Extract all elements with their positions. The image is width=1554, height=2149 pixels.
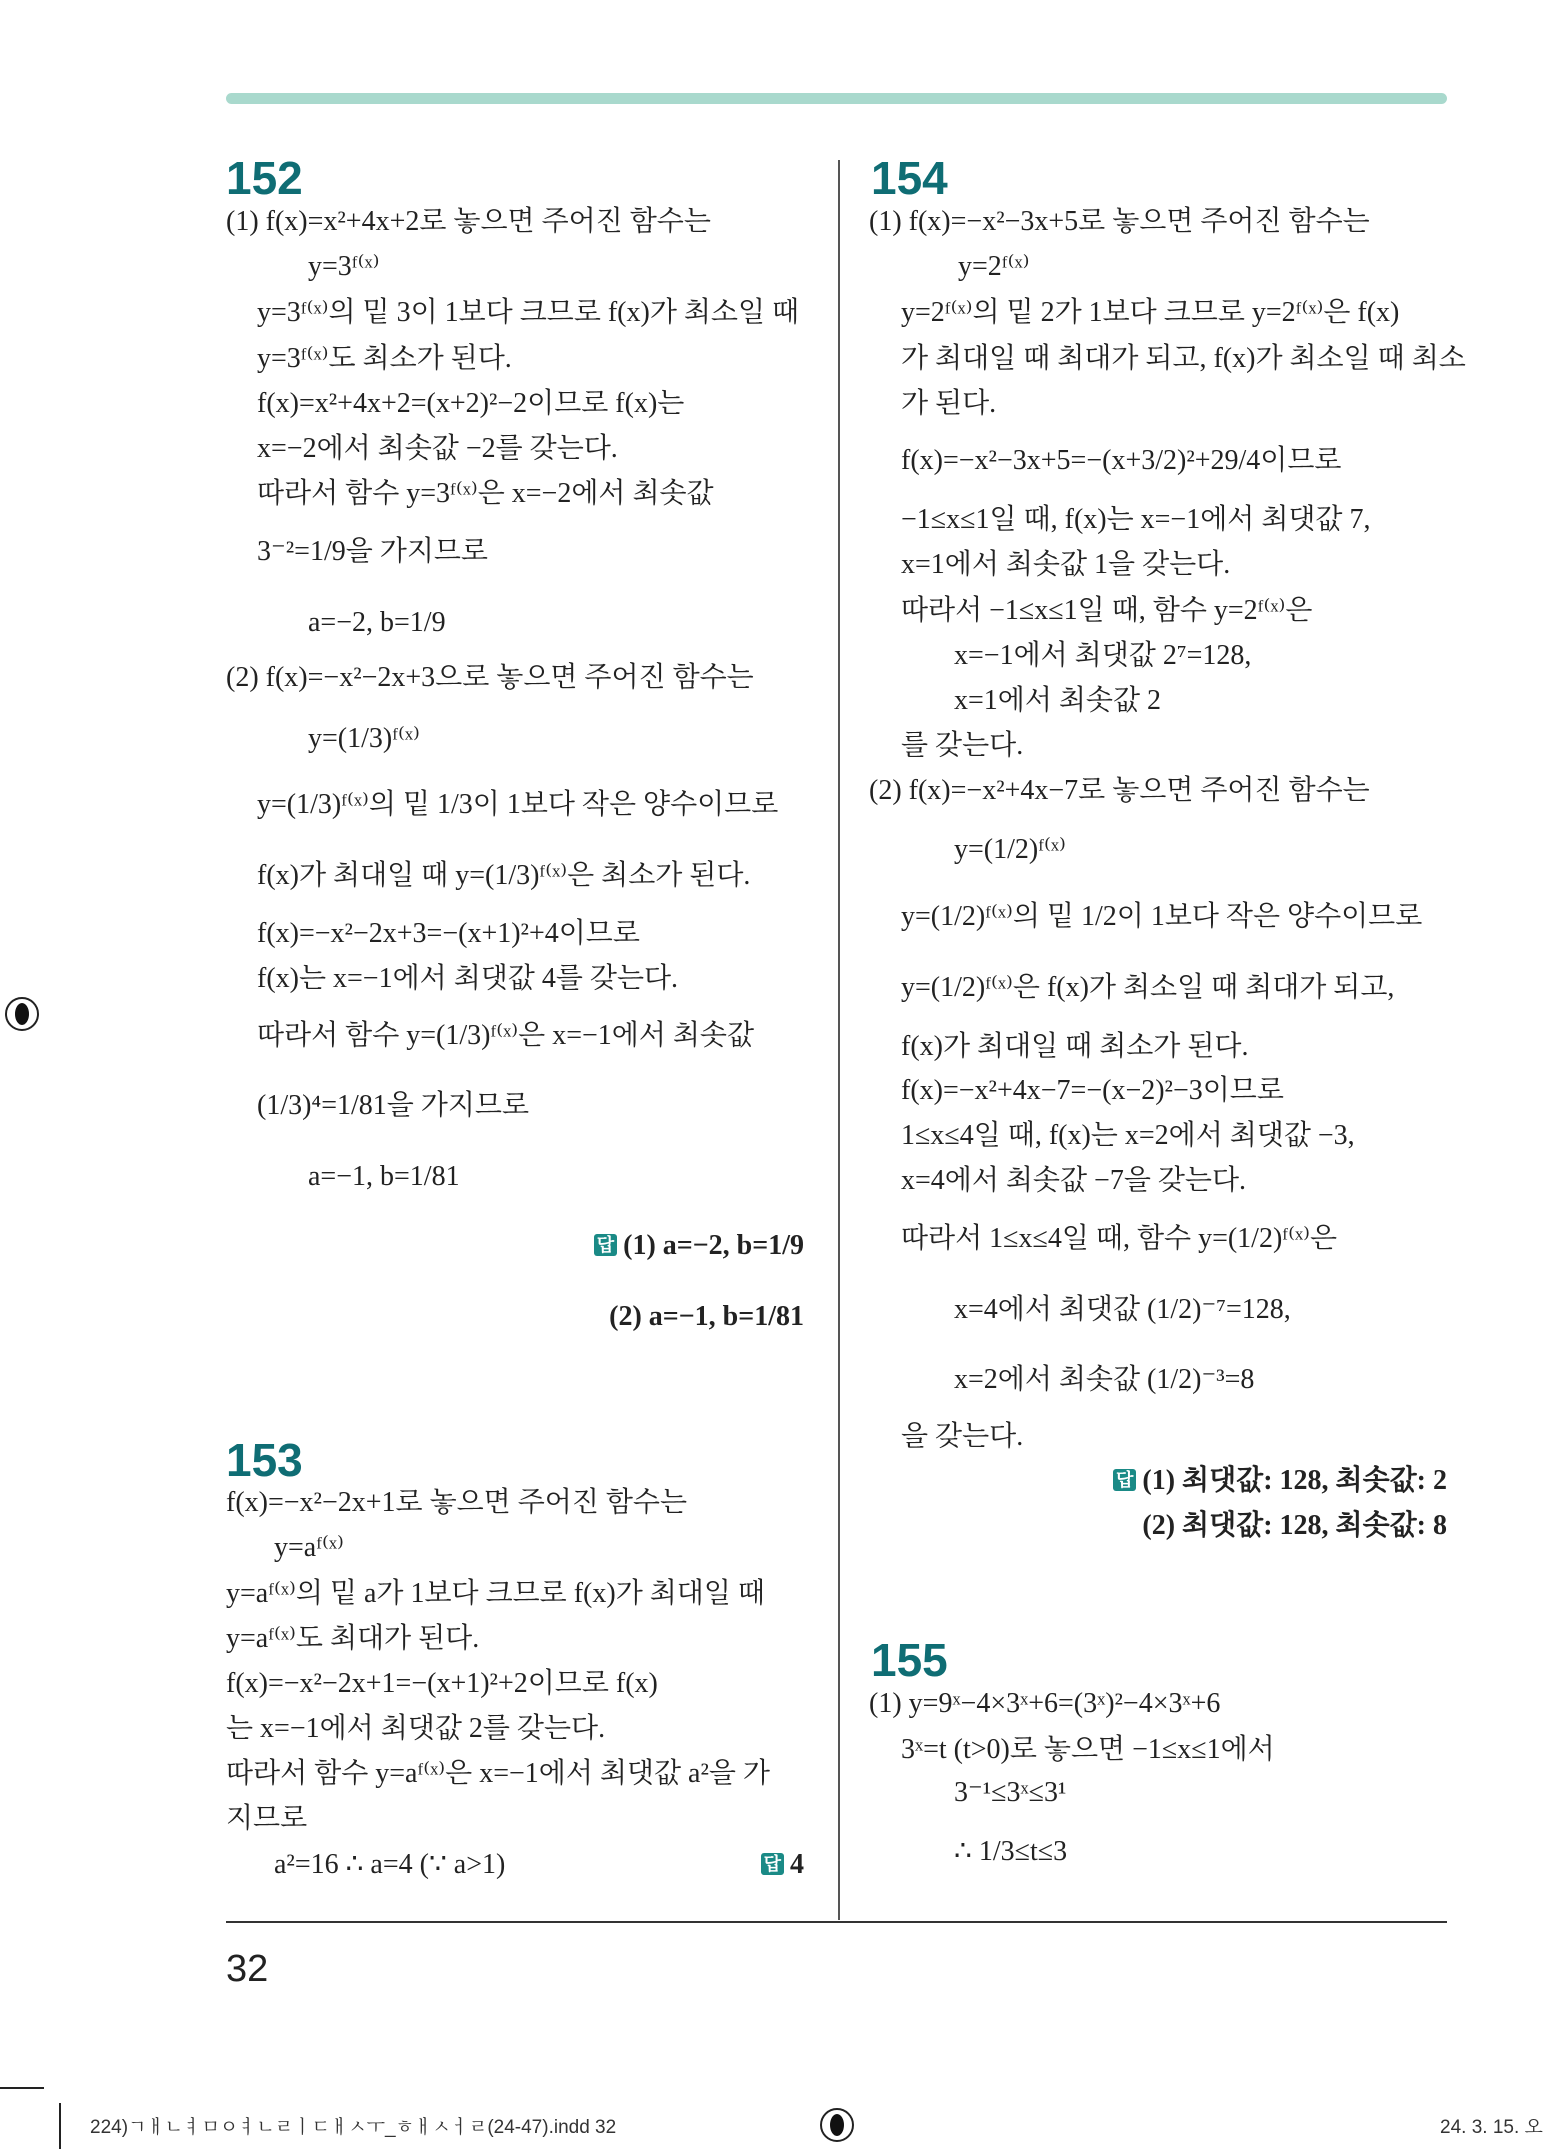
solution-line: 3⁻¹≤3ˣ≤3¹ [954, 1777, 1067, 1808]
solution-line: f(x)=x²+4x+2=(x+2)²−2이므로 f(x)는 [257, 388, 685, 419]
solution-line: 3⁻²=1/9을 가지므로 [257, 536, 488, 567]
registration-mark-icon [5, 997, 39, 1031]
problem-number-152: 152 [226, 152, 303, 204]
solution-line: −1≤x≤1일 때, f(x)는 x=−1에서 최댓값 7, [901, 504, 1371, 535]
solution-line: x=1에서 최솟값 1을 갖는다. [901, 549, 1231, 580]
trim-mark [0, 2087, 44, 2089]
solution-line: 따라서 함수 y=aᶠ⁽ˣ⁾은 x=−1에서 최댓값 a²을 가 [226, 1758, 770, 1789]
answer-text: 4 [790, 1849, 804, 1880]
answer-text: (1) 최댓값: 128, 최솟값: 2 [1142, 1465, 1447, 1496]
column-divider [838, 160, 840, 1920]
solution-line: y=3ᶠ⁽ˣ⁾의 밑 3이 1보다 크므로 f(x)가 최소일 때 [257, 297, 800, 328]
answer-line [700, 1845, 804, 1885]
solution-line: 는 x=−1에서 최댓값 2를 갖는다. [226, 1713, 606, 1744]
solution-line: a=−2, b=1/9 [308, 607, 446, 638]
problem-number-154: 154 [871, 152, 948, 204]
solution-line: (1) f(x)=x²+4x+2로 놓으면 주어진 함수는 [226, 206, 711, 237]
solution-line: (1) y=9ˣ−4×3ˣ+6=(3ˣ)²−4×3ˣ+6 [869, 1688, 1221, 1719]
problem-number-155: 155 [871, 1634, 948, 1686]
solution-line: 1≤x≤4일 때, f(x)는 x=2에서 최댓값 −3, [901, 1120, 1355, 1151]
solution-line: y=3ᶠ⁽ˣ⁾ [308, 251, 380, 282]
solution-line: (2) f(x)=−x²−2x+3으로 놓으면 주어진 함수는 [226, 662, 754, 693]
solution-line: y=(1/3)ᶠ⁽ˣ⁾ [308, 723, 420, 754]
solution-line: (1/3)⁴=1/81을 가지므로 [257, 1090, 530, 1121]
solution-line: x=1에서 최솟값 2 [954, 685, 1162, 716]
solution-line: 가 된다. [901, 388, 997, 419]
trim-mark [59, 2103, 61, 2149]
solution-line: 를 갖는다. [901, 730, 1024, 761]
answer-tag: 답 [1113, 1469, 1136, 1491]
solution-line: f(x)=−x²−3x+5=−(x+3/2)²+29/4이므로 [901, 445, 1342, 476]
solution-line: y=aᶠ⁽ˣ⁾ [274, 1532, 344, 1563]
solution-line: x=2에서 최솟값 (1/2)⁻³=8 [954, 1364, 1255, 1395]
solution-line: 따라서 1≤x≤4일 때, 함수 y=(1/2)ᶠ⁽ˣ⁾은 [901, 1223, 1338, 1254]
solution-line: f(x)가 최대일 때 y=(1/3)ᶠ⁽ˣ⁾은 최소가 된다. [257, 860, 751, 891]
solution-line: f(x)는 x=−1에서 최댓값 4를 갖는다. [257, 963, 679, 994]
solution-line: f(x)=−x²−2x+1=−(x+1)²+2이므로 f(x) [226, 1668, 658, 1699]
problem-number-153: 153 [226, 1434, 303, 1486]
solution-line: f(x)=−x²−2x+3=−(x+1)²+4이므로 [257, 918, 640, 949]
solution-line: x=4에서 최솟값 −7을 갖는다. [901, 1165, 1247, 1196]
solution-line: 을 갖는다. [901, 1421, 1024, 1452]
header-bar [226, 93, 1447, 104]
solution-line: y=(1/2)ᶠ⁽ˣ⁾은 f(x)가 최소일 때 최대가 되고, [901, 972, 1395, 1003]
solution-line: 따라서 함수 y=3ᶠ⁽ˣ⁾은 x=−2에서 최솟값 [257, 478, 714, 509]
answer-line [450, 1297, 804, 1337]
solution-line: y=3ᶠ⁽ˣ⁾도 최소가 된다. [257, 343, 512, 374]
solution-line: x=−2에서 최솟값 −2를 갖는다. [257, 433, 618, 464]
solution-line: 가 최대일 때 최대가 되고, f(x)가 최소일 때 최소 [901, 343, 1466, 374]
solution-line: x=4에서 최댓값 (1/2)⁻⁷=128, [954, 1294, 1291, 1325]
solution-line: 따라서 −1≤x≤1일 때, 함수 y=2ᶠ⁽ˣ⁾은 [901, 595, 1313, 626]
solution-line: y=(1/2)ᶠ⁽ˣ⁾의 밑 1/2이 1보다 작은 양수이므로 [901, 901, 1423, 932]
answer-line [1040, 1506, 1447, 1546]
print-slug-date: 24. 3. 15. 오 [1440, 2117, 1543, 2138]
answer-tag: 답 [761, 1853, 784, 1875]
solution-line: (2) f(x)=−x²+4x−7로 놓으면 주어진 함수는 [869, 775, 1370, 806]
solution-line: f(x)가 최대일 때 최소가 된다. [901, 1031, 1249, 1062]
solution-line: y=(1/2)ᶠ⁽ˣ⁾ [954, 834, 1066, 865]
solution-line: a=−1, b=1/81 [308, 1161, 460, 1192]
solution-line: (1) f(x)=−x²−3x+5로 놓으면 주어진 함수는 [869, 206, 1370, 237]
answer-line [450, 1226, 804, 1266]
solution-line: y=aᶠ⁽ˣ⁾의 밑 a가 1보다 크므로 f(x)가 최대일 때 [226, 1578, 765, 1609]
answer-line [1040, 1461, 1447, 1501]
answer-text: (1) a=−2, b=1/9 [623, 1230, 804, 1261]
solution-line: 따라서 함수 y=(1/3)ᶠ⁽ˣ⁾은 x=−1에서 최솟값 [257, 1020, 755, 1051]
page-number: 32 [226, 1948, 269, 1990]
answer-tag: 답 [594, 1234, 617, 1256]
solution-line: y=2ᶠ⁽ˣ⁾ [958, 251, 1030, 282]
footer-rule [226, 1921, 1447, 1923]
solution-line: y=2ᶠ⁽ˣ⁾의 밑 2가 1보다 크므로 y=2ᶠ⁽ˣ⁾은 f(x) [901, 297, 1400, 328]
solution-line: 지므로 [226, 1803, 308, 1834]
print-slug-file: 224)ㄱㅐㄴㅕㅁㅇㅕㄴㄹㅣㄷㅐㅅㅜ_ㅎㅐㅅㅓㄹ(24-47).indd 32 [90, 2117, 617, 2138]
solution-line: f(x)=−x²−2x+1로 놓으면 주어진 함수는 [226, 1487, 688, 1518]
solution-line: a²=16 ∴ a=4 (∵ a>1) [274, 1849, 506, 1880]
solution-line: 3ˣ=t (t>0)로 놓으면 −1≤x≤1에서 [901, 1734, 1275, 1765]
solution-line: ∴ 1/3≤t≤3 [954, 1836, 1068, 1867]
answer-text: (2) a=−1, b=1/81 [609, 1301, 804, 1332]
solution-line: y=(1/3)ᶠ⁽ˣ⁾의 밑 1/3이 1보다 작은 양수이므로 [257, 789, 779, 820]
solution-line: x=−1에서 최댓값 2⁷=128, [954, 640, 1252, 671]
solution-line: f(x)=−x²+4x−7=−(x−2)²−3이므로 [901, 1075, 1284, 1106]
answer-text: (2) 최댓값: 128, 최솟값: 8 [1142, 1510, 1447, 1541]
registration-mark-icon [820, 2108, 854, 2142]
solution-line: y=aᶠ⁽ˣ⁾도 최대가 된다. [226, 1623, 480, 1654]
